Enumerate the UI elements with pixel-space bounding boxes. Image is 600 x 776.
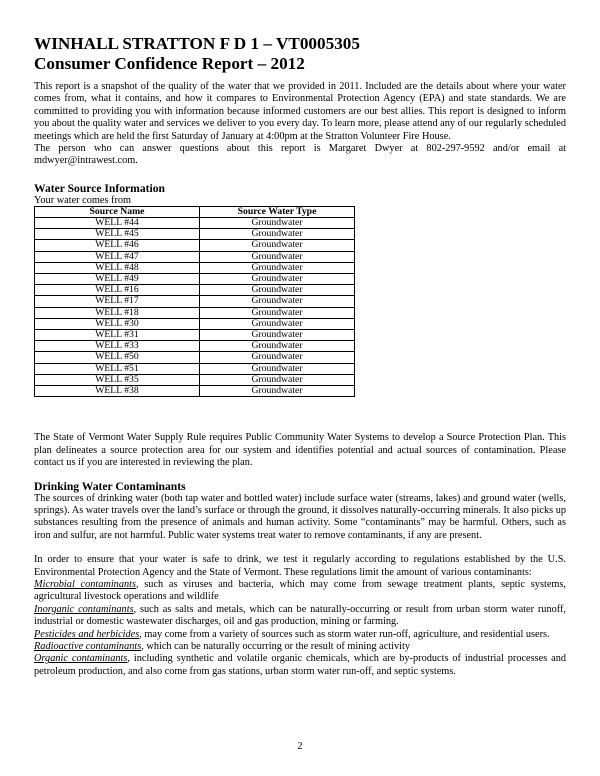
table-row bbox=[35, 352, 355, 363]
contaminants-paragraph-2: In order to ensure that your water is safe to drink, we test it regularly according to regulations established by the U.S. Environmental Protection Agency and the State of Vermont. These regulations limit the amount of various contaminants: bbox=[34, 554, 566, 578]
contaminants-heading: Drinking Water Contaminants bbox=[34, 479, 186, 493]
source-type-cell: Groundwater bbox=[200, 251, 355, 262]
source-name-cell: WELL #18 bbox=[35, 307, 200, 318]
contaminant-term: Organic contaminants bbox=[34, 653, 128, 665]
contaminant-term: Inorganic contaminants bbox=[34, 603, 134, 615]
source-name-cell: WELL #50 bbox=[35, 352, 200, 363]
table-row bbox=[35, 307, 355, 318]
table-row bbox=[35, 330, 355, 341]
table-row bbox=[35, 240, 355, 251]
source-name-cell: WELL #38 bbox=[35, 386, 200, 397]
table-row bbox=[35, 374, 355, 385]
source-name-cell: WELL #35 bbox=[35, 374, 200, 385]
source-type-cell: Groundwater bbox=[200, 363, 355, 374]
table-row bbox=[35, 363, 355, 374]
source-type-cell: Groundwater bbox=[200, 240, 355, 251]
contaminant-term: Microbial contaminants bbox=[34, 578, 137, 590]
source-type-cell: Groundwater bbox=[200, 330, 355, 341]
source-type-cell: Groundwater bbox=[200, 374, 355, 385]
source-name-cell: WELL #16 bbox=[35, 285, 200, 296]
contaminant-item bbox=[34, 604, 566, 629]
contaminant-description: , including synthetic and volatile organic chemicals, which are by-products of industrial processes and petroleum production, and also come from gas stations, urban storm water run-off, and septic systems. bbox=[34, 653, 566, 677]
source-name-cell: WELL #30 bbox=[35, 318, 200, 329]
source-name-cell: WELL #48 bbox=[35, 262, 200, 273]
source-type-cell: Groundwater bbox=[200, 229, 355, 240]
contaminant-description: , such as salts and metals, which can be naturally-occurring or result from urban storm water runoff, industrial or domestic wastewater discharges, oil and gas production, mining or farming. bbox=[34, 603, 566, 628]
contaminants-paragraph-1: The sources of drinking water (both tap water and bottled water) include surface water (streams, lakes) and ground water (wells, springs). As water travels over the land’s surface or through the ground, it dissolves naturally-occurring minerals. It also picks up substances resulting from the presence of animals and human activity. Some “contaminants” may be harmful. Others, such as iron and sulfur, are not harmful. Public water systems treat water to remove contaminants, if any are present. bbox=[34, 492, 566, 541]
contaminant-description: , such as viruses and bacteria, which may come from sewage treatment plants, septic systems, agricultural livestock operations and wildlife bbox=[34, 578, 566, 603]
table-row bbox=[35, 318, 355, 329]
contaminant-item bbox=[34, 629, 566, 641]
table-row bbox=[35, 274, 355, 285]
source-type-cell: Groundwater bbox=[200, 285, 355, 296]
contaminant-item bbox=[34, 641, 566, 653]
source-name-cell: WELL #51 bbox=[35, 363, 200, 374]
table-row bbox=[35, 296, 355, 307]
source-protection-paragraph: The State of Vermont Water Supply Rule requires Public Community Water Systems to develop a Source Protection Plan. This plan delineates a source protection area for our system and identifies potential and actual sources of contamination. Please contact us if you are interested in reviewing the plan. bbox=[34, 432, 566, 469]
source-name-cell: WELL #45 bbox=[35, 229, 200, 240]
source-name-cell: WELL #44 bbox=[35, 218, 200, 229]
contaminant-term: Radioactive contaminants bbox=[34, 640, 142, 652]
source-type-cell: Groundwater bbox=[200, 296, 355, 307]
source-name-cell: WELL #31 bbox=[35, 330, 200, 341]
table-row bbox=[35, 386, 355, 397]
contact-paragraph: The person who can answer questions about this report is Margaret Dwyer at 802-297-9592 and/or email at mdwyer@intrawest.com. bbox=[34, 143, 566, 167]
source-type-cell: Groundwater bbox=[200, 341, 355, 352]
table-row bbox=[35, 262, 355, 273]
water-source-heading: Water Source Information bbox=[34, 181, 165, 195]
col-source-type: Source Water Type bbox=[200, 206, 355, 217]
source-type-cell: Groundwater bbox=[200, 274, 355, 285]
document-page bbox=[34, 34, 566, 678]
source-name-cell: WELL #49 bbox=[35, 274, 200, 285]
source-type-cell: Groundwater bbox=[200, 386, 355, 397]
table-row bbox=[35, 285, 355, 296]
contaminant-term: Pesticides and herbicides bbox=[34, 628, 140, 640]
source-name-cell: WELL #17 bbox=[35, 296, 200, 307]
source-name-cell: WELL #46 bbox=[35, 240, 200, 251]
source-type-cell: Groundwater bbox=[200, 218, 355, 229]
source-type-cell: Groundwater bbox=[200, 352, 355, 363]
source-type-cell: Groundwater bbox=[200, 307, 355, 318]
table-row bbox=[35, 341, 355, 352]
source-type-cell: Groundwater bbox=[200, 318, 355, 329]
intro-paragraph: This report is a snapshot of the quality of the water that we provided in 2011. Included are the details about where your water comes from, what it contains, and how it compares to Environmental Protection Agency (EPA) and state standards. We are committed to providing you with information because informed customers are our best allies. This report is designed to inform you about the quality water and services we deliver to you every day. To learn more, please attend any of our regularly scheduled meetings which are held the first Saturday of January at 4:00pm at the Stratton Volunteer Fire House. bbox=[34, 81, 566, 142]
contaminant-description: , may come from a variety of sources such as storm water run-off, agriculture, and residential users. bbox=[139, 628, 550, 640]
page-number: 2 bbox=[297, 741, 303, 752]
source-name-cell: WELL #47 bbox=[35, 251, 200, 262]
source-table-header bbox=[35, 206, 355, 217]
col-source-name: Source Name bbox=[35, 206, 200, 217]
source-type-cell: Groundwater bbox=[200, 262, 355, 273]
source-table bbox=[34, 206, 355, 397]
table-row bbox=[35, 229, 355, 240]
table-row bbox=[35, 251, 355, 262]
source-name-cell: WELL #33 bbox=[35, 341, 200, 352]
contaminant-description: , which can be naturally occurring or the result of mining activity bbox=[141, 640, 411, 652]
contaminant-item bbox=[34, 579, 566, 604]
report-title-line2: Consumer Confidence Report – 2012 bbox=[34, 54, 305, 73]
report-title-line1: WINHALL STRATTON F D 1 – VT0005305 bbox=[34, 34, 360, 53]
table-row bbox=[35, 218, 355, 229]
contaminant-item bbox=[34, 653, 566, 678]
water-source-subheading: Your water comes from bbox=[34, 194, 132, 206]
